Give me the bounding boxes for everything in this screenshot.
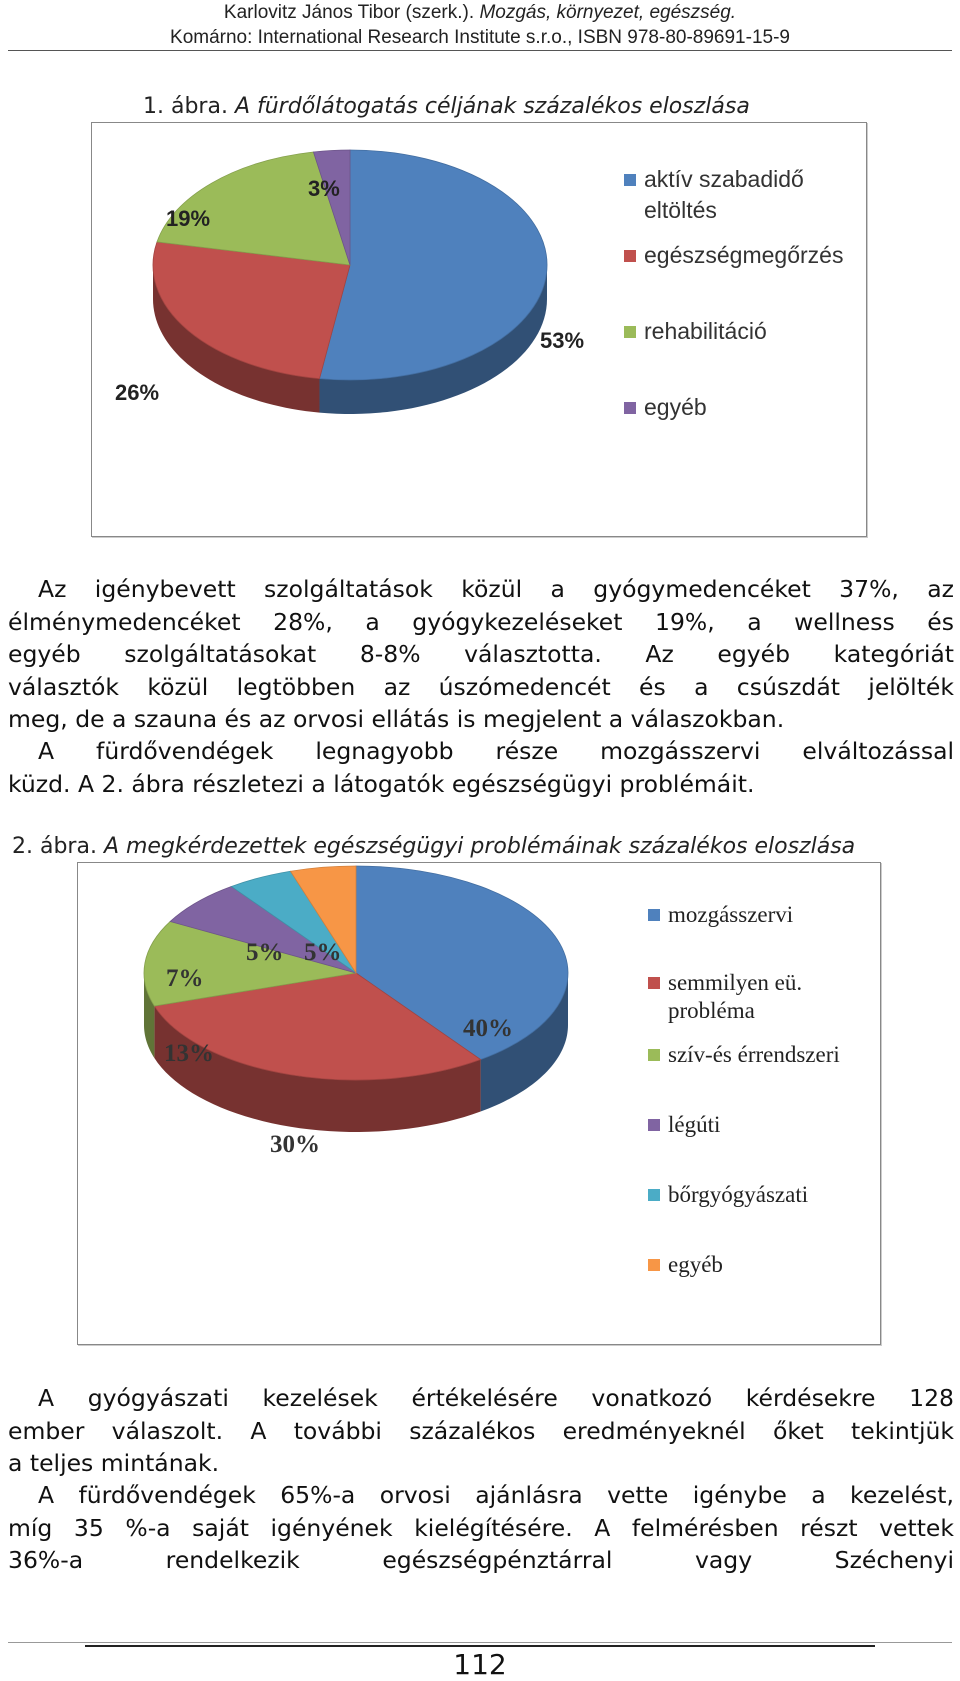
header-line-2: Komárno: International Research Institute s.r.o., ISBN 978-80-89691-15-9 [170,27,790,48]
pie2-label-1: 30% [270,1131,320,1158]
text-line: küzd. A 2. ábra részletezi a látogatók egészségügyi problémáit. [8,769,755,798]
legend-item: szív-és érrendszeri [648,1041,868,1111]
figure-2-legend [648,901,868,1279]
text-line: ember válaszolt. A további százalékos eredményeknél őket tekintjük [8,1416,954,1445]
header-line-1: Karlovitz János Tibor (szerk.). Mozgás, környezet, egészség. [223,2,737,23]
running-header [0,0,960,50]
pie2-label-5: 5% [304,939,342,966]
text-line: a teljes mintának. [8,1449,220,1477]
legend-swatch [648,1189,660,1201]
legend-item: rehabilitáció [624,316,844,392]
paragraph-1 [8,573,954,736]
text-line: élménymedencéket 28%, a gyógykezeléseket 19%, a wellness és [8,607,954,636]
legend-swatch [648,1049,660,1061]
legend-swatch [624,174,636,186]
legend-swatch [648,1259,660,1271]
figure-1-legend [624,164,844,423]
legend-swatch [648,1119,660,1131]
footer-thin-rule [8,1642,952,1643]
text-line: egyéb szolgáltatásokat 8-8% választotta. Az egyéb kategóriát [8,640,954,668]
text-line: 36%-a rendelkezik egészségpénztárral vagy Széchenyi [8,1546,954,1574]
text-line: A fürdővendégek legnagyobb része mozgásszervi elváltozással [38,737,954,765]
text-line: míg 35 %-a saját igényének kielégítésére. A felmérésben részt vettek [8,1513,954,1542]
legend-item: semmilyen eü. probléma [648,969,868,1041]
paragraph-2 [8,735,954,800]
pie2-label-0: 40% [463,1015,513,1042]
legend-item: mozgásszervi [648,901,868,969]
figure-2-chart [77,862,881,1345]
footer-rule [85,1645,875,1647]
text-line: Az igénybevett szolgáltatások közül a gyógymedencéket 37%, az [38,575,954,603]
legend-item: egyéb [648,1251,868,1279]
pie1-label-3: 3% [308,176,340,201]
figure-2-caption: 2. ábra. A megkérdezettek egészségügyi problémáinak százalékos eloszlása [12,834,856,859]
text-line: választók közül legtöbben az úszómedencét és a csúszdát jelölték [8,672,954,701]
legend-swatch [648,909,660,921]
pie1-label-0: 53% [540,328,585,353]
legend-item: egészségmegőrzés [624,240,844,316]
pie2-label-3: 7% [166,965,204,992]
pie2-label-4: 5% [246,939,284,966]
header-divider [8,50,952,51]
legend-item: bőrgyógyászati [648,1181,868,1251]
paragraph-3 [8,1382,954,1480]
legend-item: aktív szabadidő eltöltés [624,164,844,240]
legend-swatch [624,326,636,338]
pie2-label-2: 13% [164,1040,214,1067]
text-line: A gyógyászati kezelések értékelésére vonatkozó kérdésekre 128 [38,1384,954,1412]
paragraph-4 [8,1479,954,1577]
legend-swatch [624,250,636,262]
page-number: 112 [453,1648,507,1681]
figure-1-caption: 1. ábra. A fürdőlátogatás céljának százalékos eloszlása [143,94,750,119]
pie1-label-1: 26% [115,380,160,405]
text-line: meg, de a szauna és az orvosi ellátás is megjelent a válaszokban. [8,705,785,733]
text-line: A fürdővendégek 65%-a orvosi ajánlásra vette igénybe a kezelést, [38,1481,954,1509]
pie1-label-2: 19% [166,206,211,231]
figure-1-chart [91,122,867,537]
legend-item: egyéb [624,392,844,423]
legend-item: légúti [648,1111,868,1181]
legend-swatch [624,402,636,414]
legend-swatch [648,977,660,989]
